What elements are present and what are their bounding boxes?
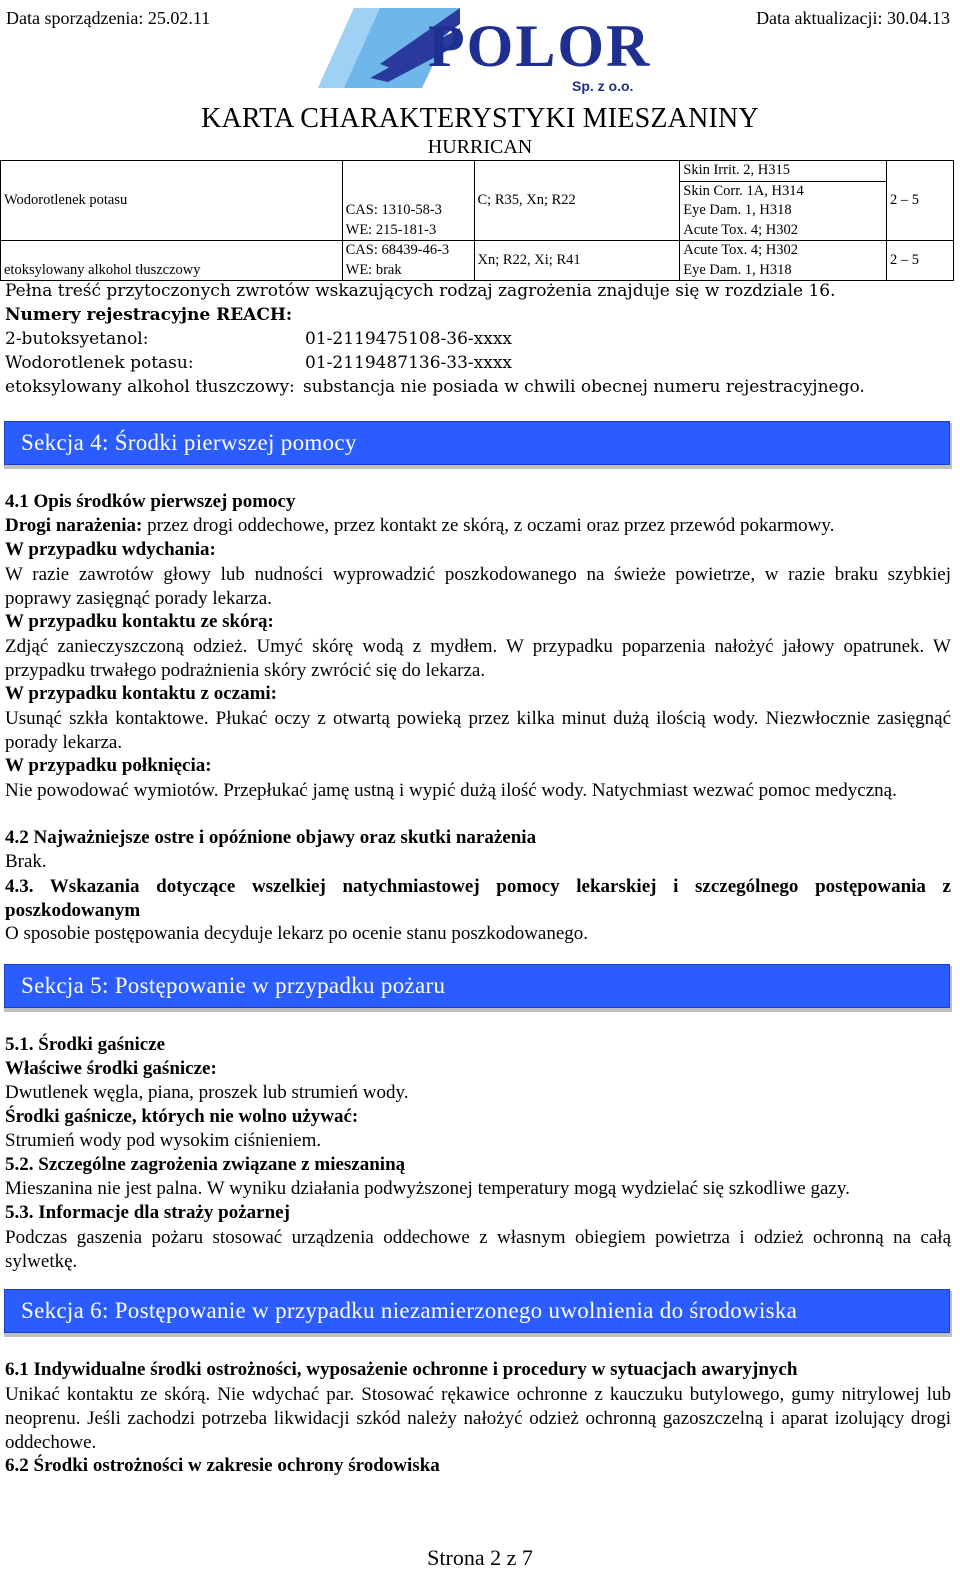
page-number: Strona 2 z 7: [427, 1545, 533, 1570]
subsection-heading: 4.2 Najważniejsze ostre i opóźnione objawy oraz skutki narażenia: [5, 827, 537, 848]
swallow-heading: W przypadku połknięcia:: [5, 755, 212, 776]
hazard-note: Pełna treść przytoczonych zwrotów wskazujących rodzaj zagrożenia znajduje się w rozdziale 16.: [5, 281, 836, 301]
concentration: 2 – 5: [887, 241, 954, 281]
reach-value: 01-2119475108-36-xxxx: [305, 329, 513, 349]
product-name: HURRICAN: [427, 136, 533, 158]
swallow-text: Nie powodować wymiotów. Przepłukać jamę ustną i wypić dużą ilość wody. Natychmiast wezwać pomoc medyczną.: [5, 780, 897, 801]
reach-label: Wodorotlenek potasu:: [5, 353, 194, 373]
table-row: [1, 241, 954, 261]
unsuitable-heading: Środki gaśnicze, których nie wolno używać:: [5, 1106, 359, 1127]
hazard-statement: Acute Tox. 4; H302: [680, 241, 887, 261]
firefighters-text: Podczas gaszenia pożaru stosować urządzenia oddechowe z własnym obiegiem powietrza i odzież ochronną na całą sylwetkę.: [5, 1227, 951, 1272]
section-4-header: Sekcja 4: Środki pierwszej pomocy: [4, 421, 950, 465]
subsection-heading: 6.1 Indywidualne środki ostrożności, wyposażenie ochronne i procedury w sytuacjach awaryjnych: [5, 1359, 798, 1380]
section-5-header: Sekcja 5: Postępowanie w przypadku pożaru: [4, 964, 950, 1008]
created-date: Data sporządzenia: 25.02.11: [6, 8, 211, 28]
precautions-text: Unikać kontaktu ze skórą. Nie wdychać par. Stosować rękawice ochronne z kauczuku butylowego, gumy nitrylowej lub neoprenu. Jeśli zachodzi potrzeba likwidacji szkód należy nałożyć odzież ochronną gazoszczelną i aparat izolujący drogi oddechowe.: [5, 1384, 951, 1453]
subsection-heading: 5.2. Szczególne zagrożenia związane z mieszaniną: [5, 1154, 406, 1175]
table-row: [1, 161, 954, 182]
component-class: C; R35, Xn; R22: [474, 161, 680, 241]
hazard-statement: Skin Corr. 1A, H314: [680, 181, 887, 201]
reach-label: etoksylowany alkohol tłuszczowy:: [5, 377, 295, 397]
inhalation-text: W razie zawrotów głowy lub nudności wyprowadzić poszkodowanego na świeże powietrze, w razie braku szybkiej poprawy zasięgnąć porady lekarza.: [5, 564, 951, 609]
svg-text:POLOR: POLOR: [428, 13, 650, 79]
hazard-statement: Eye Dam. 1, H318: [680, 201, 887, 221]
component-ids: [342, 241, 474, 281]
skin-heading: W przypadku kontaktu ze skórą:: [5, 611, 274, 632]
suitable-heading: Właściwe środki gaśnicze:: [5, 1058, 217, 1079]
subsection-heading: 5.1. Środki gaśnicze: [5, 1034, 166, 1055]
component-name: Wodorotlenek potasu: [1, 161, 343, 241]
component-ids: [342, 161, 474, 241]
exposure-routes: Drogi narażenia: przez drogi oddechowe, przez kontakt ze skórą, z oczami oraz przez przewód pokarmowy.: [5, 515, 835, 536]
reach-value: substancja nie posiada w chwili obecnej numeru rejestracyjnego.: [303, 377, 865, 397]
concentration: 2 – 5: [887, 161, 954, 241]
skin-text: Zdjąć zanieczyszczoną odzież. Umyć skórę wodą z mydłem. W przypadku poparzenia nałożyć jałowy opatrunek. W przypadku trwałego podrażnienia skóry zwrócić się do lekarza.: [5, 636, 951, 681]
hazard-statement: Acute Tox. 4; H302: [680, 221, 887, 241]
hazard-statement: Skin Irrit. 2, H315: [680, 161, 887, 182]
component-class: Xn; R22, Xi; R41: [474, 241, 680, 281]
polor-logo: [310, 4, 650, 96]
cas-number: CAS: 1310-58-3: [345, 202, 442, 218]
inhalation-heading: W przypadku wdychania:: [5, 539, 216, 560]
reach-label: 2-butoksyetanol:: [5, 329, 149, 349]
eye-heading: W przypadku kontaktu z oczami:: [5, 683, 278, 704]
component-name: etoksylowany alkohol tłuszczowy: [1, 241, 343, 281]
reach-heading: Numery rejestracyjne REACH:: [5, 305, 293, 325]
unsuitable-text: Strumień wody pod wysokim ciśnieniem.: [5, 1130, 322, 1151]
medical-text: O sposobie postępowania decyduje lekarz po ocenie stanu poszkodowanego.: [5, 923, 589, 944]
section-6-header: Sekcja 6: Postępowanie w przypadku niezamierzonego uwolnienia do środowiska: [4, 1289, 950, 1333]
subsection-heading: 4.1 Opis środków pierwszej pomocy: [5, 491, 296, 512]
subsection-heading: 4.3. Wskazania dotyczące wszelkiej natychmiastowej pomocy lekarskiej i szczególnego postępowania z poszkodowanym: [5, 876, 951, 921]
subsection-heading: 5.3. Informacje dla straży pożarnej: [5, 1202, 290, 1223]
eye-text: Usunąć szkła kontaktowe. Płukać oczy z otwartą powieką przez kilka minut dużą ilością wody. Niezwłocznie zasięgnąć porady lekarza.: [5, 708, 951, 753]
we-number: WE: brak: [345, 261, 402, 278]
we-number: WE: 215-181-3: [345, 221, 437, 238]
reach-value: 01-2119487136-33-xxxx: [305, 353, 513, 373]
symptoms-text: Brak.: [5, 851, 47, 872]
special-hazards-text: Mieszanina nie jest palna. W wyniku działania podwyższonej temperatury mogą wydzielać się szkodliwe gazy.: [5, 1178, 850, 1199]
subsection-heading: 6.2 Środki ostrożności w zakresie ochrony środowiska: [5, 1455, 440, 1476]
cas-number: CAS: 68439-46-3: [345, 242, 450, 258]
svg-text:Sp. z o.o.: Sp. z o.o.: [572, 78, 634, 94]
updated-date: Data aktualizacji: 30.04.13: [756, 8, 950, 28]
suitable-text: Dwutlenek węgla, piana, proszek lub strumień wody.: [5, 1082, 409, 1103]
composition-table: [0, 160, 954, 281]
hazard-statement: Eye Dam. 1, H318: [680, 261, 887, 281]
document-title: KARTA CHARAKTERYSTYKI MIESZANINY: [201, 103, 759, 134]
